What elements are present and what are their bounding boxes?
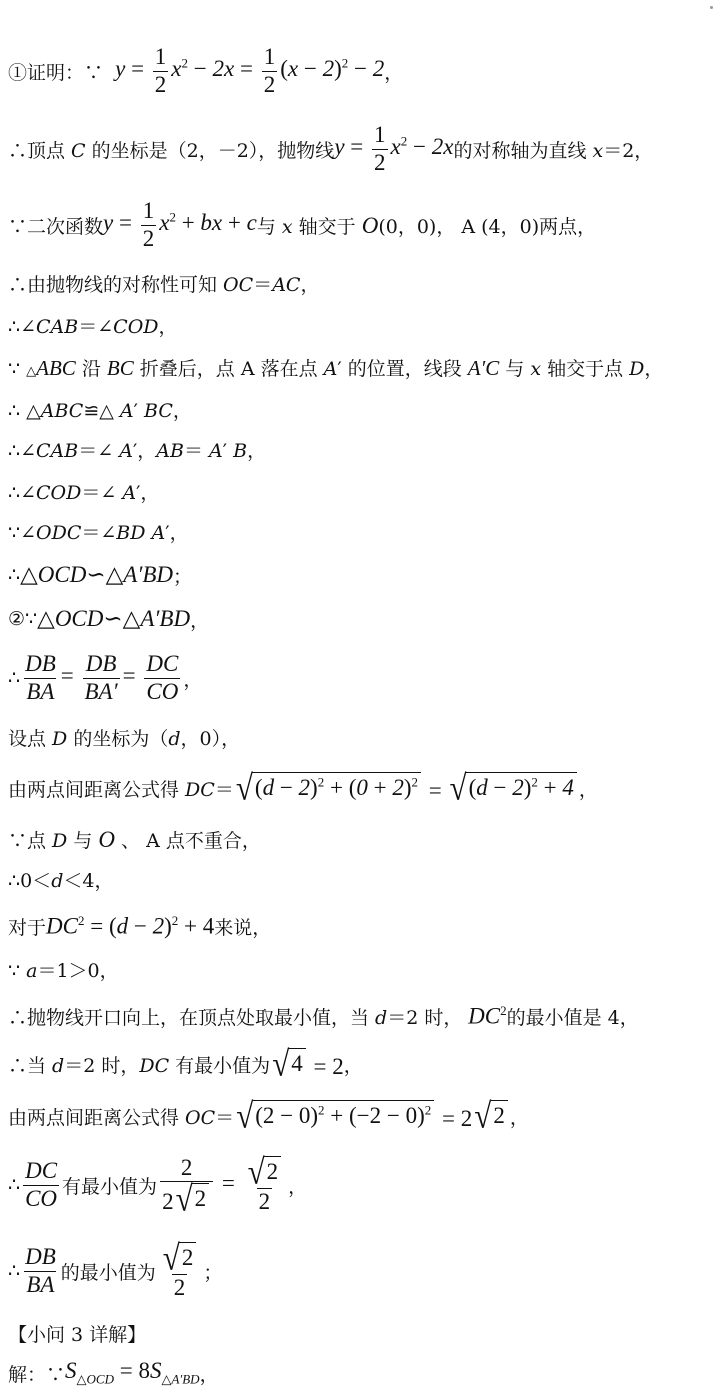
line-24: ∴ $\frac{DB}{BA}$ 的最小值为 √ 2 2 ； — [8, 1237, 223, 1300]
line-26: 解：∵ $S_{\triangle OCD} = 8S_{\triangle A'BD}$ ， — [8, 1358, 219, 1387]
line-4: ∴由抛物线的对称性可知 OC＝AC， — [8, 273, 320, 296]
line-18: 对于 $DC^2$ = $(d - 2)^2 + 4$ 来说， — [8, 912, 272, 939]
line-20: ∴抛物线开口向上，在顶点处取最小值，当 d＝2 时， $DC^2$ 的最小值是 4， — [8, 1002, 639, 1029]
line-11: ∴ △OCD∽△A′BD ； — [8, 562, 193, 588]
line-15: 由两点间距离公式得 DC＝ √ $(d - 2)^2 + (0 + 2)^2$ = √ $(d - 2)^2 + 4$ ， — [8, 767, 598, 808]
line-5: ∴∠CAB＝∠COD， — [8, 315, 178, 338]
line-7: ∴ △ABC≌△ A′ BC， — [8, 399, 192, 422]
line-14: 设点 D 的坐标为（d，0）， — [8, 727, 241, 750]
line-16: ∵点 D 与 O 、 A 点不重合， — [8, 826, 261, 852]
line-22: 由两点间距离公式得 OC＝ √ $(2 - 0)^2 + (-2 - 0)^2$ = 2 √ 2 ， — [8, 1095, 529, 1136]
line-13: ∴ $\frac{DB}{BA}$ = $\frac{DB}{BA'}$ = $\frac{DC}{CO}$ ， — [8, 651, 203, 704]
line-2: ∴顶点 C 的坐标是（2，－2），抛物线 y = $\frac{1}{2}$ $x^2 - 2x$ 的对称轴为直线 x＝2， — [8, 122, 654, 175]
line-9: ∴∠COD＝∠ A′， — [8, 481, 160, 504]
line-23: ∴ $\frac{DC}{CO}$ 有最小值为 2 2 √ 2 = √ 2 2 ， — [8, 1151, 308, 1219]
line-21: ∴当 d＝2 时，DC 有最小值为 √ 4 = 2 ， — [8, 1043, 363, 1084]
line-19: ∵ a＝1＞0， — [8, 959, 119, 982]
line-12: ②∵ △OCD∽△A′BD ， — [8, 606, 210, 632]
line-1: ①证明：∵ y = $\frac{1}{2}$ $x^2 - 2x$ = $\frac{1}{2}$ $(x - 2)^2 - 2$ ， — [8, 44, 404, 97]
line-6: ∵ △ABC 沿 BC 折叠后，点 A 落在点 A′ 的位置，线段 A′C 与 x 轴交于点 D， — [8, 355, 664, 380]
corner-dot — [710, 6, 713, 9]
line-3: ∵二次函数 y = $\frac{1}{2}$ $x^2$ + bx + c 与 x 轴交于 O(0，0)， A (4，0)两点， — [8, 198, 597, 251]
line-17: ∴0＜d＜4， — [8, 869, 114, 892]
line-10: ∵∠ODC＝∠BD A′， — [8, 521, 189, 544]
line-25: 【小问 3 详解】 — [8, 1323, 147, 1346]
line-8: ∴∠CAB＝∠ A′，AB＝ A′ B， — [8, 439, 267, 462]
